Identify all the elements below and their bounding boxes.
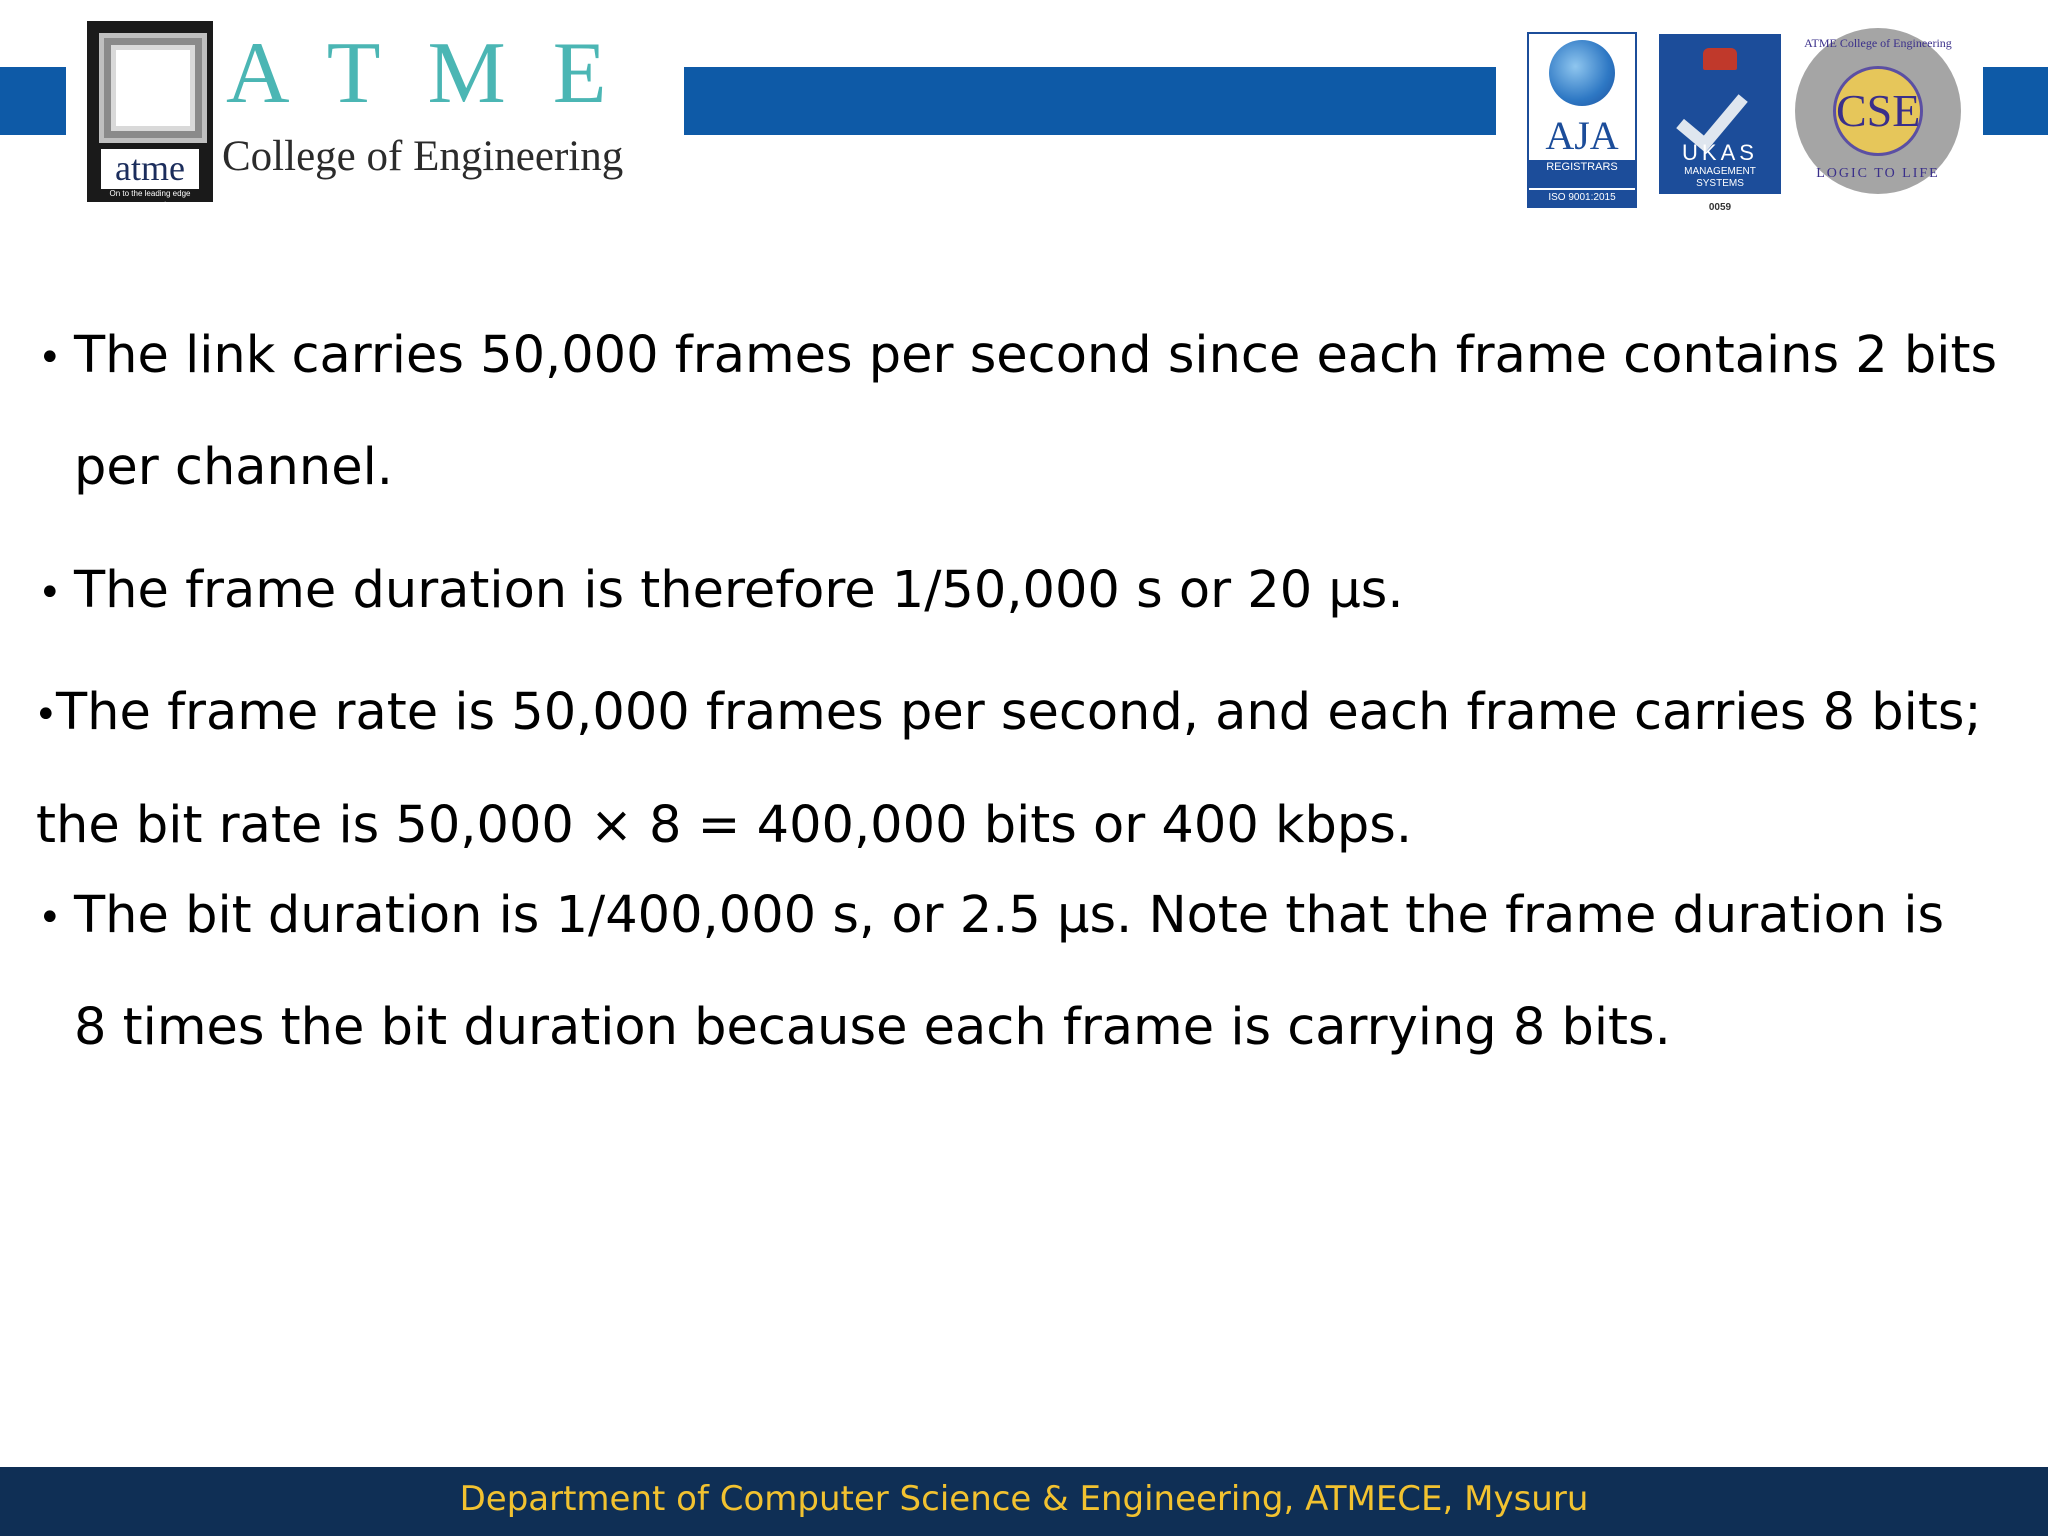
- logo-tagline: On to the leading edge: [109, 189, 191, 198]
- ukas-subtitle: MANAGEMENT SYSTEMS: [1684, 166, 1756, 189]
- aja-name: AJA: [1545, 113, 1619, 158]
- aja-iso: ISO 9001:2015: [1529, 190, 1635, 206]
- footer-text: Department of Computer Science & Engineering, ATMECE, Mysuru: [459, 1479, 1589, 1519]
- ukas-certification-logo: [1659, 34, 1781, 194]
- globe-icon: [1549, 40, 1615, 106]
- logo-frame-icon: [99, 33, 207, 143]
- cse-department-seal: [1795, 28, 1961, 194]
- bullet-3-line-1: The frame rate is 50,000 frames per second, and each frame carries 8 bits;: [56, 683, 1982, 742]
- crown-icon: [1703, 48, 1737, 70]
- aja-registrars: REGISTRARS: [1529, 160, 1635, 188]
- ukas-name: UKAS: [1682, 140, 1758, 165]
- footer-bar: [0, 1467, 2048, 1536]
- bullet-1-line-1: The link carries 50,000 frames per second since each frame contains 2 bits: [74, 326, 1998, 385]
- cse-ring-bottom: LOGIC TO LIFE: [1816, 166, 1940, 181]
- bullet-icon: •: [38, 570, 62, 616]
- bullet-3-line-2: the bit rate is 50,000 × 8 = 400,000 bits or 400 kbps.: [36, 796, 1413, 855]
- bullet-icon: •: [38, 895, 62, 941]
- logo-url: www.atme.in: [130, 202, 170, 209]
- college-logo: [87, 21, 213, 209]
- cse-ring-top: ATME College of Engineering: [1804, 36, 1952, 50]
- bullet-4-line-2: 8 times the bit duration because each frame is carrying 8 bits.: [74, 998, 1671, 1057]
- aja-certification-logo: [1527, 32, 1637, 208]
- logo-word: atme: [101, 149, 199, 189]
- bullet-2-line-1: The frame duration is therefore 1/50,000 s or 20 µs.: [74, 561, 1404, 620]
- cse-seal-center: CSE: [1833, 66, 1923, 156]
- header-bar-left: [0, 67, 66, 135]
- header-bar-right: [1983, 67, 2048, 135]
- header-bar-middle: [684, 67, 1496, 135]
- brand-subtitle: College of Engineering: [222, 133, 624, 180]
- brand-title: ATME: [226, 25, 654, 122]
- bullet-icon: •: [34, 692, 58, 738]
- bullet-icon: •: [38, 335, 62, 381]
- ukas-number: 0059: [1708, 202, 1732, 213]
- bullet-4-line-1: The bit duration is 1/400,000 s, or 2.5 µs. Note that the frame duration is: [74, 886, 1945, 945]
- bullet-1-line-2: per channel.: [74, 438, 393, 497]
